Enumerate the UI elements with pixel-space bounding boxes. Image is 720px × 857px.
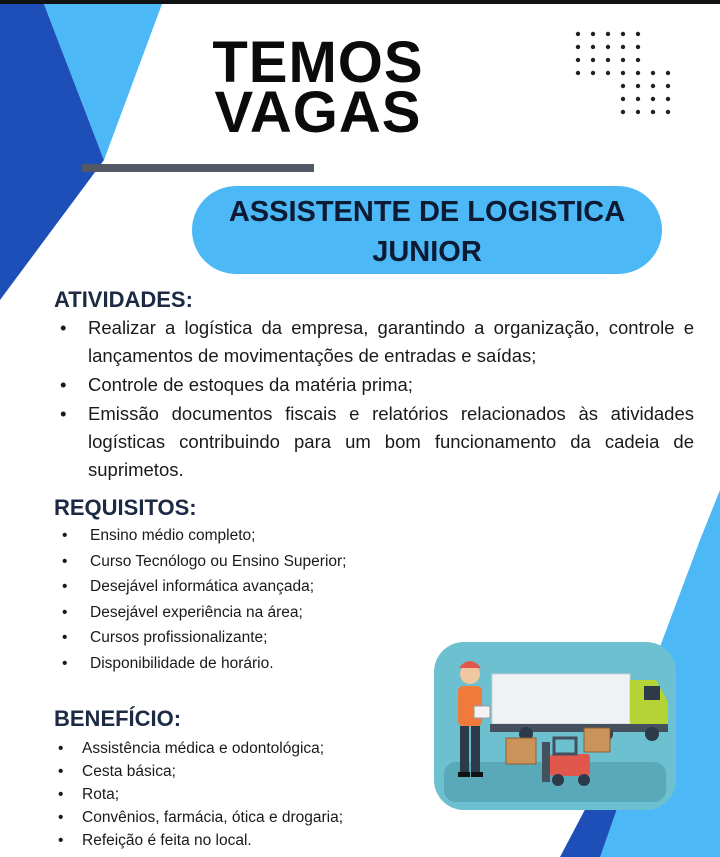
title-underline: [82, 164, 314, 172]
list-item: • Rota;: [52, 783, 412, 806]
dot-grid-decoration: [572, 28, 682, 128]
atividades-heading: ATIVIDADES:: [54, 287, 193, 312]
page-title: [168, 30, 468, 145]
beneficio-list: [52, 737, 412, 852]
job-title-pill: [192, 186, 662, 274]
title-line-2: VAGAS: [214, 80, 422, 145]
job-title-line-2: JUNIOR: [372, 236, 482, 268]
list-item: • Assistência médica e odontológica;: [52, 737, 412, 760]
list-item: • Controle de estoques da matéria prima;: [54, 371, 694, 399]
top-border: [0, 0, 720, 4]
list-item: • Convênios, farmácia, ótica e drogaria;: [52, 806, 412, 829]
list-item: • Desejável informática avançada;: [56, 574, 436, 600]
job-title-line-1: ASSISTENTE DE LOGISTICA: [228, 196, 626, 228]
list-item: • Realizar a logística da empresa, garantindo a organização, controle e lançamentos de movimentações de entradas e saídas;: [54, 314, 694, 370]
list-item: • Curso Tecnólogo ou Ensino Superior;: [56, 549, 436, 575]
list-item: • Ensino médio completo;: [56, 523, 436, 549]
list-item: • Disponibilidade de horário.: [56, 651, 436, 677]
list-item: • Desejável experiência na área;: [56, 600, 436, 626]
logistics-illustration: [434, 642, 676, 810]
title-line-1: TEMOS: [212, 30, 424, 95]
list-item: • Refeição é feita no local.: [52, 829, 412, 852]
beneficio-heading: BENEFÍCIO:: [54, 706, 182, 731]
list-item: • Cesta básica;: [52, 760, 412, 783]
list-item: • Emissão documentos fiscais e relatórios relacionados às atividades logísticas contribuindo para um bom funcionamento da cadeia de suprimetos.: [54, 400, 694, 484]
requisitos-heading: REQUISITOS:: [54, 495, 197, 520]
atividades-list: [54, 314, 694, 485]
requisitos-list: [56, 523, 436, 676]
list-item: • Cursos profissionalizante;: [56, 625, 436, 651]
